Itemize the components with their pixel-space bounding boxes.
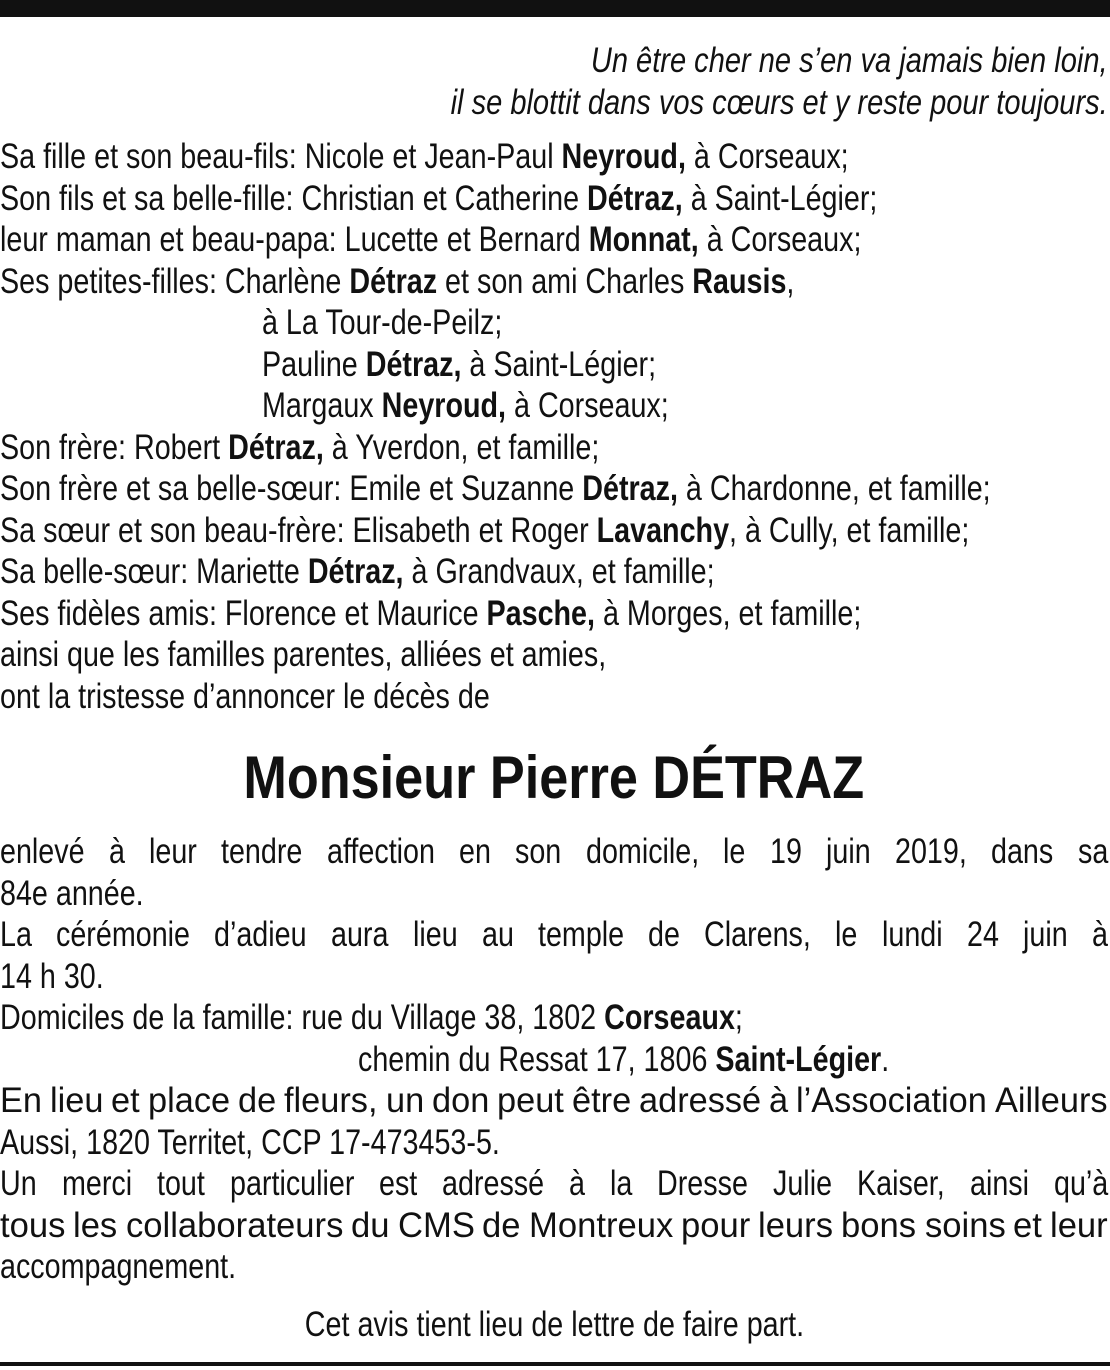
family-line: Margaux Neyroud, à Corseaux; [262,386,669,425]
family-line: Pauline Détraz, à Saint-Légier; [262,344,657,384]
body-line: accompagnement. [0,1247,237,1286]
word: de [238,1081,277,1120]
family-surname: Détraz, [587,178,683,218]
word: Un [0,1164,37,1203]
word: à [569,1164,586,1203]
obituary-notice [0,40,1108,1345]
word: soins [924,1205,1006,1245]
justified-line [0,831,1108,873]
domicile-line: chemin du Ressat 17, 1806 Saint-Légier. [358,1039,890,1079]
word: et [1013,1205,1043,1245]
word: à [769,1081,789,1120]
word: juin [826,832,871,871]
word: être [572,1081,632,1120]
word: qu’à [1053,1164,1109,1203]
family-surname: Pasche, [486,593,595,633]
word: pour [681,1205,751,1245]
family-line: Sa fille et son beau-fils: Nicole et Jean-Paul Neyroud, à Corseaux; [0,137,849,176]
epigraph-line-1: Un être cher ne s’en va jamais bien loin, [591,41,1108,80]
word: leurs [758,1205,834,1245]
word: en [459,832,491,871]
word: et [111,1081,141,1120]
family-surname: Détraz, [582,469,678,508]
word: collaborateurs [125,1205,344,1245]
word: 2019, [895,832,967,871]
word: lieu [49,1081,104,1120]
announcement-body [0,831,1108,1288]
word: cérémonie [56,915,191,954]
family-surname: Lavanchy [596,510,730,550]
word: peut [497,1081,565,1120]
epigraph-line-2: il se blottit dans vos cœurs et y reste pour toujours. [450,83,1108,122]
word: les [73,1205,118,1245]
family-surname: Monnat, [588,220,699,259]
family-line: leur maman et beau-papa: Lucette et Bernard Monnat, à Corseaux; [0,220,862,259]
deceased-name: Monsieur Pierre DÉTRAZ [243,744,865,811]
word: don [431,1081,490,1120]
word: domicile, [585,832,700,871]
word: le [723,832,746,871]
word: CMS [397,1205,475,1245]
family-surname: Détraz [349,261,438,301]
word: leur [1050,1205,1108,1245]
word: la [610,1164,633,1203]
word: particulier [229,1164,354,1203]
word: Montreux [528,1205,674,1245]
word: Clarens, [704,915,812,954]
word: adressé [442,1164,545,1203]
family-line: Son frère et sa belle-sœur: Emile et Suzanne Détraz, à Chardonne, et famille; [0,469,991,508]
epigraph [0,40,1108,124]
family-line: Sa sœur et son beau-frère: Elisabeth et Roger Lavanchy, à Cully, et famille; [0,510,970,550]
town-name: Corseaux [604,998,735,1037]
word: à [108,832,125,871]
top-rule [0,0,1110,17]
justified-line [0,1205,1108,1247]
word: leur [149,832,197,871]
word: un [385,1081,424,1120]
word: est [378,1164,418,1203]
word: 19 [769,832,802,871]
word: La [0,915,32,954]
word: le [835,915,858,954]
justified-line [0,1080,1108,1122]
word: dans [991,832,1054,871]
body-line: 14 h 30. [0,956,104,996]
word: tout [156,1164,205,1203]
word: Kaiser, [857,1164,945,1203]
word: à [1091,915,1108,954]
word: bons [841,1205,917,1245]
family-surname: Détraz, [365,344,462,384]
word: fleurs, [284,1081,378,1120]
family-line: ont la tristesse d’annoncer le décès de [0,676,490,716]
word: 24 [966,915,999,954]
family-surname: Neyroud, [381,386,507,425]
domicile-line: Domiciles de la famille: rue du Village 38, 1802 Corseaux; [0,998,743,1037]
word: merci [61,1164,132,1203]
word: de [648,915,681,954]
word: ainsi [969,1164,1029,1203]
word: l’Association [796,1081,988,1120]
word: temple [537,915,624,954]
word: du [351,1205,390,1245]
word: juin [1022,915,1068,954]
word: d’adieu [214,915,307,954]
family-surname: Neyroud, [561,137,686,176]
word: aura [331,915,389,954]
word: Ailleurs [995,1081,1108,1120]
family-surname: Rausis [692,261,787,301]
word: de [482,1205,521,1245]
word: Julie [773,1164,833,1203]
justified-line [0,914,1108,956]
family-line: Son frère: Robert Détraz, à Yverdon, et famille; [0,427,600,467]
word: sa [1077,832,1108,871]
word: affection [326,832,435,871]
family-line: ainsi que les familles parentes, alliées et amies, [0,635,607,674]
word: En [0,1081,42,1120]
word: tendre [221,832,303,871]
word: lieu [412,915,458,954]
word: son [515,832,562,871]
town-name: Saint-Légier [715,1039,882,1079]
body-line: 84e année. [0,873,144,913]
word: lundi [881,915,943,954]
word: enlevé [0,832,85,871]
family-surname: Détraz, [307,552,404,591]
bottom-rule [0,1362,1110,1366]
family-line: à La Tour-de-Peilz; [262,303,503,342]
body-line: Aussi, 1820 Territet, CCP 17-473453-5. [0,1122,500,1162]
word: tous [0,1205,66,1245]
word: place [148,1081,231,1120]
word: adressé [639,1081,762,1120]
word: au [481,915,514,954]
family-line: Ses fidèles amis: Florence et Maurice Pasche, à Morges, et famille; [0,593,862,633]
family-surname: Détraz, [228,427,324,467]
family-line: Son fils et sa belle-fille: Christian et Catherine Détraz, à Saint-Légier; [0,178,878,218]
footer-note: Cet avis tient lieu de lettre de faire part. [304,1304,804,1344]
family-line: Ses petites-filles: Charlène Détraz et son ami Charles Rausis, [0,261,795,301]
family-list [0,136,1108,717]
justified-line [0,1163,1108,1205]
word: Dresse [657,1164,749,1203]
family-line: Sa belle-sœur: Mariette Détraz, à Grandvaux, et famille; [0,552,715,591]
